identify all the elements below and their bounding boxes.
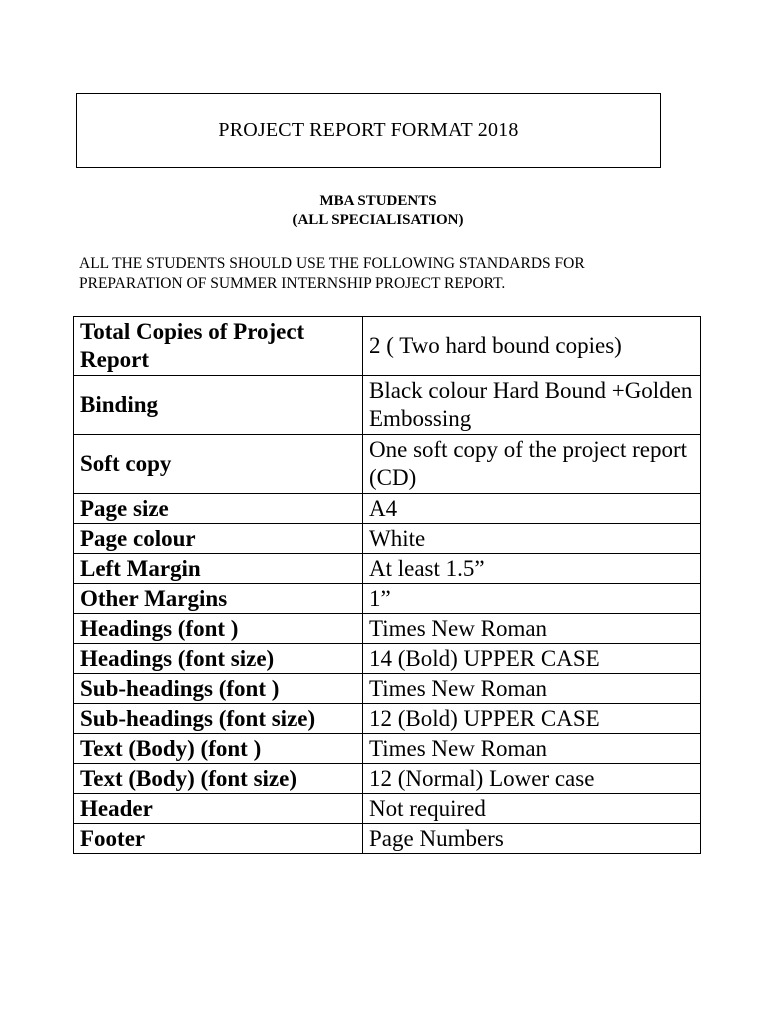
row-label: Total Copies of Project Report xyxy=(74,317,363,376)
table-row xyxy=(74,524,701,554)
row-value: Page Numbers xyxy=(363,824,701,854)
row-value: 1” xyxy=(363,584,701,614)
subtitle-line-2: (ALL SPECIALISATION) xyxy=(292,212,464,228)
intro-paragraph xyxy=(79,254,699,294)
row-label: Page size xyxy=(74,494,363,524)
row-value: 2 ( Two hard bound copies) xyxy=(363,317,701,376)
row-label: Page colour xyxy=(74,524,363,554)
table-row xyxy=(74,317,701,376)
row-value: Times New Roman xyxy=(363,674,701,704)
table-row xyxy=(74,644,701,674)
intro-line-1: ALL THE STUDENTS SHOULD USE THE FOLLOWING STANDARDS FOR xyxy=(79,255,585,272)
row-label: Binding xyxy=(74,376,363,435)
row-label: Left Margin xyxy=(74,554,363,584)
row-value: Times New Roman xyxy=(363,614,701,644)
row-value: 12 (Normal) Lower case xyxy=(363,764,701,794)
row-value: At least 1.5” xyxy=(363,554,701,584)
row-value: Black colour Hard Bound +Golden Embossing xyxy=(363,376,701,435)
row-value: Not required xyxy=(363,794,701,824)
specification-table xyxy=(73,316,701,854)
page-title: PROJECT REPORT FORMAT 2018 xyxy=(218,119,519,141)
row-label: Text (Body) (font size) xyxy=(74,764,363,794)
table-row xyxy=(74,376,701,435)
row-value: Times New Roman xyxy=(363,734,701,764)
table-row xyxy=(74,435,701,494)
subtitle-line-1: MBA STUDENTS xyxy=(319,193,437,209)
table-row xyxy=(74,494,701,524)
row-label: Header xyxy=(74,794,363,824)
row-value: One soft copy of the project report (CD) xyxy=(363,435,701,494)
table-row xyxy=(74,674,701,704)
row-label: Text (Body) (font ) xyxy=(74,734,363,764)
row-label: Footer xyxy=(74,824,363,854)
row-value: 14 (Bold) UPPER CASE xyxy=(363,644,701,674)
subtitle xyxy=(0,192,756,230)
row-value: White xyxy=(363,524,701,554)
table-row xyxy=(74,794,701,824)
table-row xyxy=(74,764,701,794)
row-label: Headings (font size) xyxy=(74,644,363,674)
row-label: Other Margins xyxy=(74,584,363,614)
row-value: 12 (Bold) UPPER CASE xyxy=(363,704,701,734)
table-row xyxy=(74,734,701,764)
table-row xyxy=(74,824,701,854)
row-label: Soft copy xyxy=(74,435,363,494)
intro-line-2: PREPARATION OF SUMMER INTERNSHIP PROJECT REPORT. xyxy=(79,275,506,292)
row-label: Headings (font ) xyxy=(74,614,363,644)
row-label: Sub-headings (font size) xyxy=(74,704,363,734)
table-row xyxy=(74,554,701,584)
row-label: Sub-headings (font ) xyxy=(74,674,363,704)
table-row xyxy=(74,704,701,734)
table-row xyxy=(74,614,701,644)
table-row xyxy=(74,584,701,614)
title-box xyxy=(76,93,661,168)
row-value: A4 xyxy=(363,494,701,524)
